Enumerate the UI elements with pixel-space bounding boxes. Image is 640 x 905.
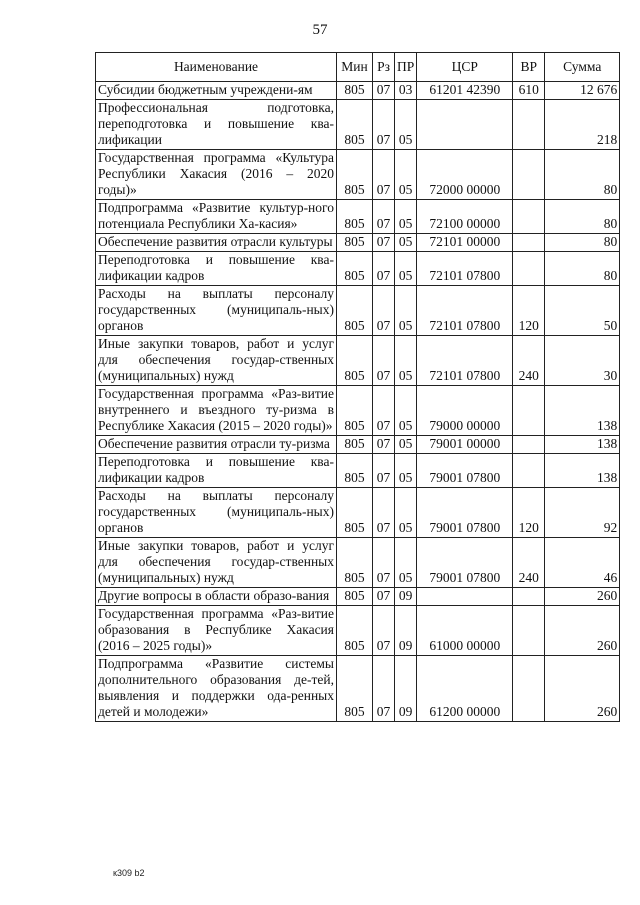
cell-min: 805 — [337, 454, 373, 488]
cell-csr: 72101 07800 — [417, 336, 513, 386]
cell-min: 805 — [337, 336, 373, 386]
cell-min: 805 — [337, 150, 373, 200]
cell-min: 805 — [337, 588, 373, 606]
cell-sum: 260 — [545, 588, 620, 606]
cell-pr: 05 — [395, 538, 417, 588]
cell-name: Обеспечение развития отрасли культуры — [96, 234, 337, 252]
cell-sum: 138 — [545, 386, 620, 436]
table-row — [96, 286, 620, 336]
cell-rz: 07 — [373, 606, 395, 656]
cell-vr — [513, 588, 545, 606]
cell-name: Переподготовка и повышение ква-лификации кадров — [96, 252, 337, 286]
cell-csr: 79001 07800 — [417, 488, 513, 538]
cell-sum: 46 — [545, 538, 620, 588]
cell-vr — [513, 656, 545, 722]
cell-sum: 260 — [545, 656, 620, 722]
cell-vr: 240 — [513, 336, 545, 386]
cell-vr — [513, 454, 545, 488]
cell-sum: 80 — [545, 200, 620, 234]
cell-pr: 05 — [395, 454, 417, 488]
cell-min: 805 — [337, 436, 373, 454]
cell-pr: 05 — [395, 286, 417, 336]
table-row — [96, 656, 620, 722]
cell-pr: 03 — [395, 82, 417, 100]
cell-vr: 120 — [513, 488, 545, 538]
cell-name: Другие вопросы в области образо-вания — [96, 588, 337, 606]
table-row — [96, 82, 620, 100]
cell-csr — [417, 100, 513, 150]
table-row — [96, 386, 620, 436]
cell-min: 805 — [337, 656, 373, 722]
table-row — [96, 488, 620, 538]
cell-name: Иные закупки товаров, работ и услуг для обеспечения государ-ственных (муниципальных) нужд — [96, 538, 337, 588]
cell-name: Переподготовка и повышение ква-лификации кадров — [96, 454, 337, 488]
cell-pr: 05 — [395, 252, 417, 286]
cell-csr: 79000 00000 — [417, 386, 513, 436]
header-rz: Рз — [373, 53, 395, 82]
cell-pr: 05 — [395, 488, 417, 538]
cell-pr: 05 — [395, 100, 417, 150]
cell-min: 805 — [337, 488, 373, 538]
cell-vr — [513, 606, 545, 656]
cell-vr: 610 — [513, 82, 545, 100]
cell-csr: 79001 07800 — [417, 538, 513, 588]
cell-sum: 80 — [545, 252, 620, 286]
table-row — [96, 538, 620, 588]
cell-name: Профессиональная подготовка, переподготовка и повышение ква-лификации — [96, 100, 337, 150]
cell-name: Субсидии бюджетным учреждени-ям — [96, 82, 337, 100]
cell-csr: 72000 00000 — [417, 150, 513, 200]
cell-pr: 09 — [395, 588, 417, 606]
cell-rz: 07 — [373, 386, 395, 436]
cell-min: 805 — [337, 100, 373, 150]
cell-name: Расходы на выплаты персоналу государственных (муниципаль-ных) органов — [96, 488, 337, 538]
cell-name: Подпрограмма «Развитие системы дополнительного образования де-тей, выявления и поддержки ода-ренных детей и молодежи» — [96, 656, 337, 722]
cell-csr: 61201 42390 — [417, 82, 513, 100]
cell-csr: 61200 00000 — [417, 656, 513, 722]
cell-sum: 80 — [545, 234, 620, 252]
cell-vr — [513, 436, 545, 454]
cell-vr — [513, 100, 545, 150]
cell-min: 805 — [337, 606, 373, 656]
cell-vr — [513, 200, 545, 234]
cell-sum: 80 — [545, 150, 620, 200]
cell-rz: 07 — [373, 538, 395, 588]
cell-rz: 07 — [373, 588, 395, 606]
cell-rz: 07 — [373, 150, 395, 200]
cell-rz: 07 — [373, 100, 395, 150]
cell-sum: 30 — [545, 336, 620, 386]
cell-name: Обеспечение развития отрасли ту-ризма — [96, 436, 337, 454]
cell-rz: 07 — [373, 200, 395, 234]
cell-rz: 07 — [373, 436, 395, 454]
table-row — [96, 252, 620, 286]
cell-sum: 138 — [545, 454, 620, 488]
cell-min: 805 — [337, 82, 373, 100]
table-row — [96, 234, 620, 252]
table-row — [96, 200, 620, 234]
cell-rz: 07 — [373, 488, 395, 538]
header-csr: ЦСР — [417, 53, 513, 82]
cell-csr: 72101 07800 — [417, 252, 513, 286]
cell-min: 805 — [337, 386, 373, 436]
cell-csr: 79001 00000 — [417, 436, 513, 454]
cell-pr: 05 — [395, 200, 417, 234]
cell-csr — [417, 588, 513, 606]
page-number: 57 — [312, 22, 328, 38]
table-row — [96, 454, 620, 488]
cell-pr: 05 — [395, 336, 417, 386]
header-min: Мин — [337, 53, 373, 82]
cell-sum: 138 — [545, 436, 620, 454]
header-pr: ПР — [395, 53, 417, 82]
cell-sum: 50 — [545, 286, 620, 336]
cell-min: 805 — [337, 200, 373, 234]
cell-pr: 05 — [395, 150, 417, 200]
cell-pr: 05 — [395, 234, 417, 252]
cell-rz: 07 — [373, 454, 395, 488]
cell-min: 805 — [337, 286, 373, 336]
cell-vr — [513, 150, 545, 200]
cell-pr: 05 — [395, 436, 417, 454]
cell-sum: 12 676 — [545, 82, 620, 100]
cell-csr: 79001 07800 — [417, 454, 513, 488]
cell-pr: 09 — [395, 656, 417, 722]
cell-name: Государственная программа «Раз-витие внутреннего и въездного ту-ризма в Республике Хакасия (2015 – 2020 годы)» — [96, 386, 337, 436]
cell-min: 805 — [337, 252, 373, 286]
table-body — [96, 82, 620, 722]
cell-vr: 120 — [513, 286, 545, 336]
cell-csr: 72100 00000 — [417, 200, 513, 234]
cell-csr: 72101 07800 — [417, 286, 513, 336]
table-header-row — [96, 53, 620, 82]
table-row — [96, 606, 620, 656]
cell-csr: 61000 00000 — [417, 606, 513, 656]
cell-vr — [513, 234, 545, 252]
cell-vr — [513, 252, 545, 286]
cell-rz: 07 — [373, 234, 395, 252]
header-name: Наименование — [96, 53, 337, 82]
cell-rz: 07 — [373, 82, 395, 100]
cell-pr: 09 — [395, 606, 417, 656]
cell-name: Государственная программа «Раз-витие образования в Республике Хакасия (2016 – 2025 годы)» — [96, 606, 337, 656]
footer-code: к309 b2 — [113, 868, 145, 878]
table-row — [96, 150, 620, 200]
header-vr: ВР — [513, 53, 545, 82]
table-row — [96, 336, 620, 386]
cell-pr: 05 — [395, 386, 417, 436]
header-sum: Сумма — [545, 53, 620, 82]
cell-name: Иные закупки товаров, работ и услуг для обеспечения государ-ственных (муниципальных) нужд — [96, 336, 337, 386]
table-row — [96, 588, 620, 606]
table-row — [96, 436, 620, 454]
cell-min: 805 — [337, 538, 373, 588]
cell-csr: 72101 00000 — [417, 234, 513, 252]
cell-sum: 260 — [545, 606, 620, 656]
cell-vr: 240 — [513, 538, 545, 588]
cell-name: Государственная программа «Культура Республики Хакасия (2016 – 2020 годы)» — [96, 150, 337, 200]
cell-vr — [513, 386, 545, 436]
cell-name: Подпрограмма «Развитие культур-ного потенциала Республики Ха-касия» — [96, 200, 337, 234]
cell-sum: 218 — [545, 100, 620, 150]
cell-min: 805 — [337, 234, 373, 252]
table-row — [96, 100, 620, 150]
cell-sum: 92 — [545, 488, 620, 538]
cell-rz: 07 — [373, 336, 395, 386]
cell-name: Расходы на выплаты персоналу государственных (муниципаль-ных) органов — [96, 286, 337, 336]
budget-table — [95, 52, 620, 722]
cell-rz: 07 — [373, 656, 395, 722]
cell-rz: 07 — [373, 286, 395, 336]
cell-rz: 07 — [373, 252, 395, 286]
